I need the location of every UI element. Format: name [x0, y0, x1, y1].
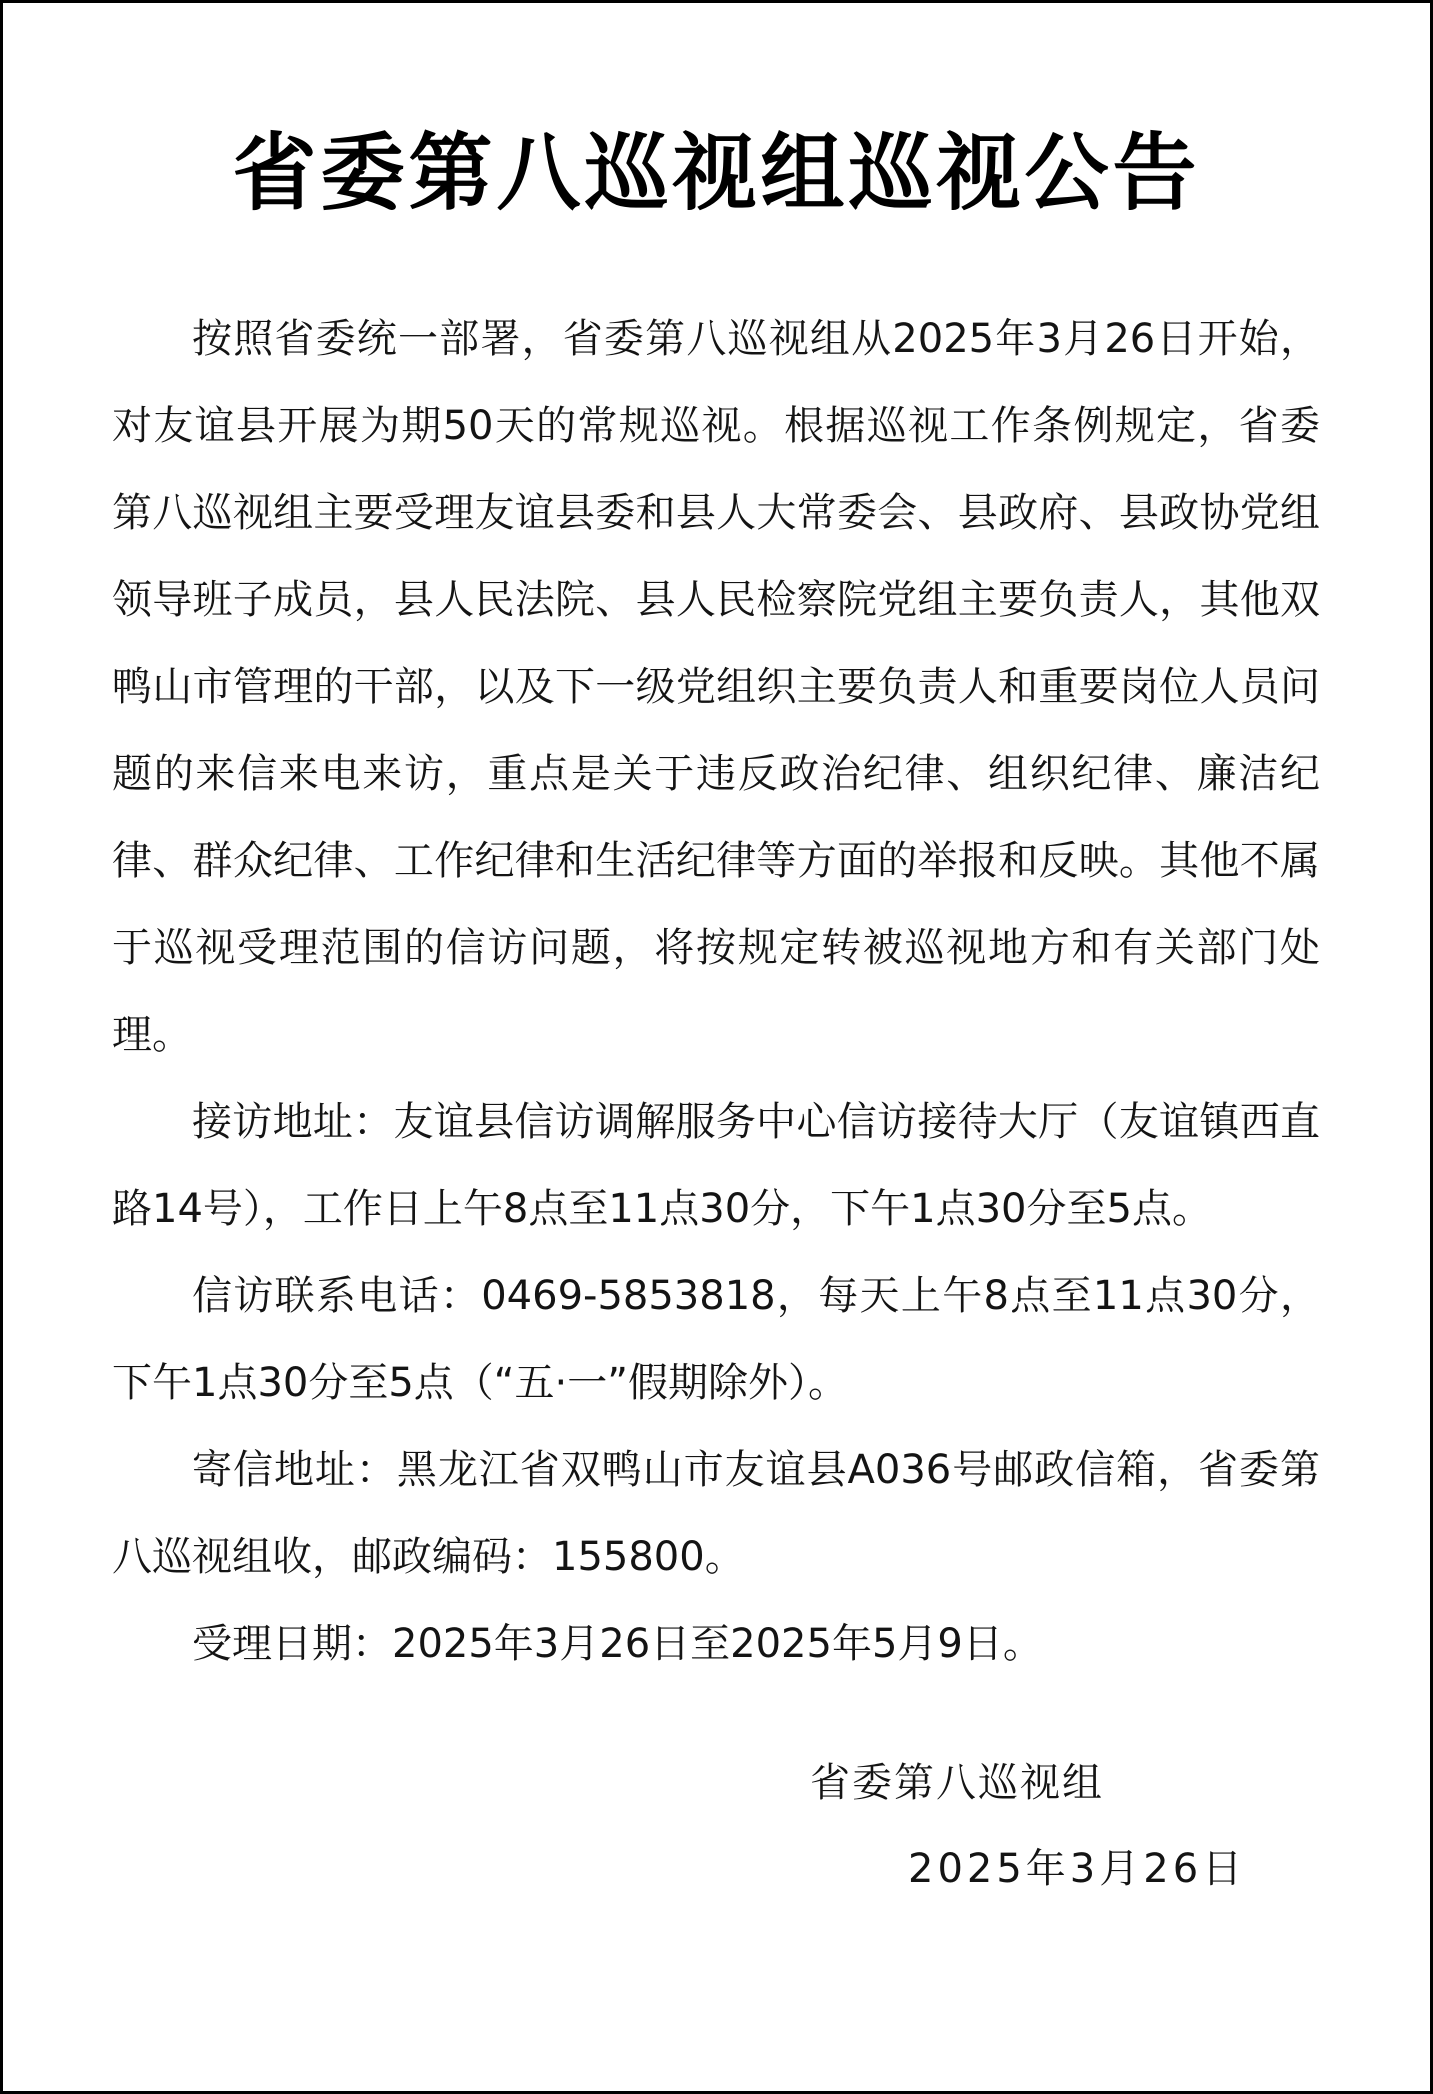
- paragraph-mail-address: 寄信地址：黑龙江省双鸭山市友谊县A036号邮政信箱，省委第八巡视组收，邮政编码：155800。: [112, 1447, 1320, 1580]
- document-body: [112, 296, 1320, 1688]
- document-title: 省委第八巡视组巡视公告: [232, 123, 1201, 222]
- paragraph-dates: 受理日期：2025年3月26日至2025年5月9日。: [192, 1621, 1043, 1667]
- signature-organization: 省委第八巡视组: [810, 1760, 1104, 1806]
- paragraph-visit-address: 接访地址：友谊县信访调解服务中心信访接待大厅（友谊镇西直路14号），工作日上午8点至11点30分，下午1点30分至5点。: [112, 1099, 1320, 1232]
- paragraph-phone: 信访联系电话：0469-5853818，每天上午8点至11点30分，下午1点30分至5点（“五·一”假期除外）。: [112, 1273, 1320, 1406]
- signature-date: 2025年3月26日: [908, 1846, 1247, 1892]
- paragraph-main: 按照省委统一部署，省委第八巡视组从2025年3月26日开始，对友谊县开展为期50天的常规巡视。根据巡视工作条例规定，省委第八巡视组主要受理友谊县委和县人大常委会、县政府、县政协党组领导班子成员，县人民法院、县人民检察院党组主要负责人，其他双鸭山市管理的干部，以及下一级党组织主要负责人和重要岗位人员问题的来信来电来访，重点是关于违反政治纪律、组织纪律、廉洁纪律、群众纪律、工作纪律和生活纪律等方面的举报和反映。其他不属于巡视受理范围的信访问题，将按规定转被巡视地方和有关部门处理。: [112, 316, 1320, 1058]
